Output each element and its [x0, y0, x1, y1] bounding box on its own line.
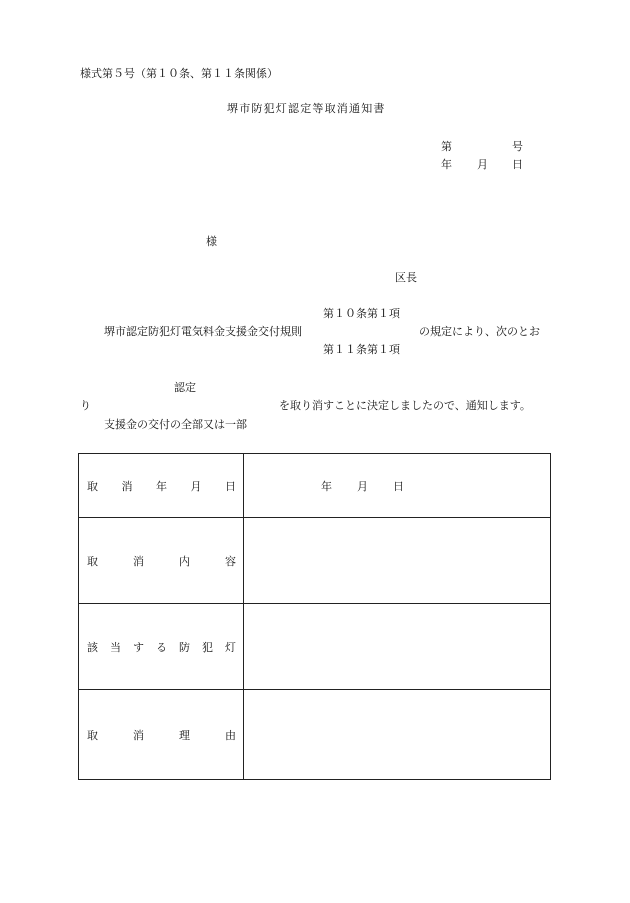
label-char: 内: [179, 554, 190, 568]
label-char: る: [156, 640, 167, 654]
value-cell-revocation-content[interactable]: [244, 518, 551, 604]
label-char: 当: [110, 640, 121, 654]
label-cell-revocation-reason: [79, 690, 244, 780]
addressee-suffix: 様: [206, 235, 217, 248]
doc-number-prefix: 第: [441, 140, 452, 153]
rule-tail: の規定により、次のとお: [419, 325, 540, 338]
row-label: [79, 553, 243, 569]
label-char: 防: [179, 640, 190, 654]
label-char: 灯: [225, 640, 236, 654]
label-char: 年: [156, 479, 167, 493]
label-char: 消: [133, 728, 144, 742]
rule-name: 堺市認定防犯灯電気料金支援金交付規則: [104, 325, 302, 338]
table-row: [79, 518, 551, 604]
date-day-unit: 日: [393, 479, 404, 493]
label-char: 消: [121, 479, 133, 493]
label-char: 該: [87, 640, 98, 654]
item-option-b: 支援金の交付の全部又は一部: [104, 418, 247, 431]
label-char: 犯: [202, 640, 213, 654]
row-label: [79, 639, 243, 655]
label-char: 月: [190, 479, 202, 493]
decision-text: を取り消すことに決定しましたので、通知します。: [279, 399, 531, 412]
article-option-a: 第１０条第１項: [323, 307, 400, 320]
label-char: 取: [87, 554, 98, 568]
value-cell-revocation-reason[interactable]: [244, 690, 551, 780]
document-title: 堺市防犯灯認定等取消通知書: [227, 102, 386, 115]
item-option-a: 認定: [174, 381, 196, 394]
revocation-table: [78, 453, 551, 780]
value-cell-revocation-date[interactable]: [244, 454, 551, 518]
table-row: [79, 604, 551, 690]
label-char: 日: [225, 479, 236, 493]
doc-number-suffix: 号: [512, 140, 523, 153]
row-label: [79, 727, 243, 743]
label-char: す: [133, 640, 144, 654]
value-cell-applicable-light[interactable]: [244, 604, 551, 690]
label-cell-applicable-light: [79, 604, 244, 690]
label-char: 取: [87, 479, 98, 493]
table-row: [79, 454, 551, 518]
date-year: 年: [441, 158, 452, 171]
row-label: [79, 478, 243, 494]
date-month-unit: 月: [357, 479, 368, 493]
date-year-unit: 年: [321, 479, 332, 493]
label-char: 取: [87, 728, 98, 742]
table-row: [79, 690, 551, 780]
form-number: 様式第５号（第１０条、第１１条関係）: [80, 67, 278, 80]
label-char: 由: [225, 728, 236, 742]
date-month: 月: [477, 158, 488, 171]
date-day: 日: [512, 158, 523, 171]
sender-title: 区長: [395, 271, 417, 284]
date-placeholder: [244, 478, 550, 494]
label-char: 消: [133, 554, 144, 568]
label-char: 理: [179, 728, 190, 742]
continuation-text: り: [80, 399, 91, 412]
label-cell-revocation-date: [79, 454, 244, 518]
label-cell-revocation-content: [79, 518, 244, 604]
label-char: 容: [225, 554, 236, 568]
article-option-b: 第１１条第１項: [323, 343, 400, 356]
